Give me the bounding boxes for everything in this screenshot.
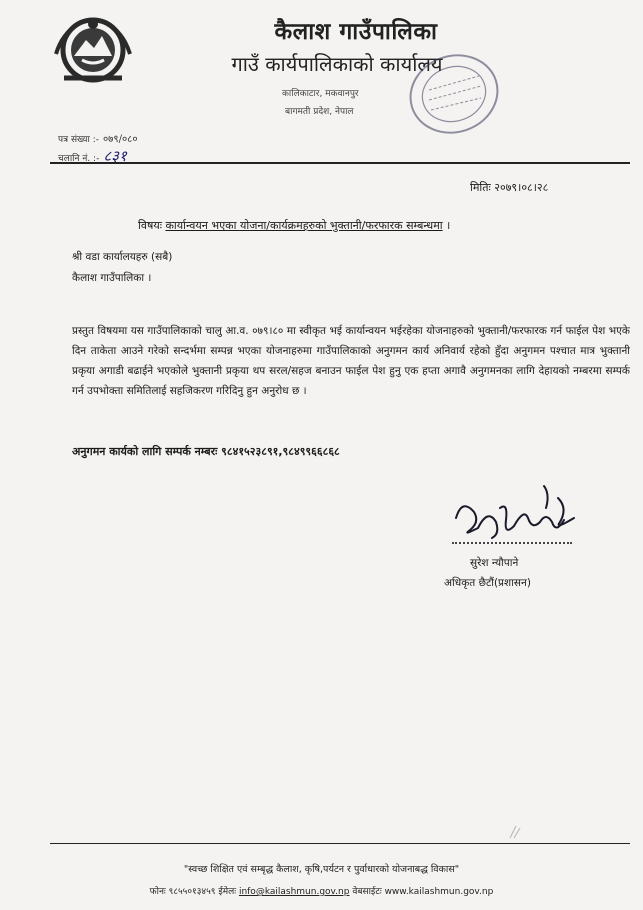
signatory-name: सुरेश न्यौपाने xyxy=(470,557,519,569)
website-link[interactable]: www.kailashmun.gov.np xyxy=(384,887,494,897)
subject-end: । xyxy=(446,219,451,232)
email-label: ईमेलः xyxy=(218,887,237,897)
office-stamp xyxy=(405,50,503,138)
dispatch-number-value: ८३१ xyxy=(103,147,127,165)
footer-divider xyxy=(50,843,630,844)
contact-numbers: अनुगमन कार्यको लागि सम्पर्क नम्बरः ९८४१५२३८९१,९८४९९६६८६८ xyxy=(72,445,340,458)
subject-label: विषयः xyxy=(138,219,162,232)
signatory-title: अधिकृत छैटौं(प्रशासन) xyxy=(444,577,531,589)
phone-label: फोनः xyxy=(149,887,166,897)
footer-contact xyxy=(0,884,643,897)
address-line-2: बागमती प्रदेश, नेपाल xyxy=(285,107,354,117)
subject-line xyxy=(138,218,450,233)
letter-date: मितिः २०७९।०८।२८ xyxy=(470,181,549,194)
dispatch-number-label: चलानि नं. :- xyxy=(58,154,100,164)
header-divider xyxy=(50,162,630,164)
ink-mark xyxy=(508,824,524,840)
organization-office: गाउँ कार्यपालिकाको कार्यालय xyxy=(231,52,443,76)
email-link[interactable]: info@kailashmun.gov.np xyxy=(238,887,350,897)
letter-number-label: पत्र संख्या :- xyxy=(58,135,99,145)
letter-number xyxy=(58,131,138,145)
footer-motto: "स्वच्छ शिक्षित एवं सम्बृद्ध कैलाश, कृषि,पर्यटन र पुर्वाधारको योजनाबद्ध विकास" xyxy=(183,864,460,875)
address-line-1: कालिकाटार, मकवानपुर xyxy=(282,89,359,99)
organization-name: कैलाश गाउँपालिका xyxy=(274,18,438,45)
phone-number: ९८५५०१३४५९ xyxy=(168,887,216,897)
nepal-emblem-logo xyxy=(52,14,134,86)
subject-text: कार्यान्वयन भएका योजना/कार्यक्रमहरुको भुक्तानी/फरफारक सम्बन्धमा xyxy=(165,219,443,232)
signature xyxy=(448,478,586,550)
website-label: वेबसाईटः xyxy=(352,887,382,897)
recipient-line-2: कैलाश गाउँपालिका । xyxy=(72,272,152,284)
letter-number-value: ०७९/०८० xyxy=(102,134,138,145)
signature-line xyxy=(452,542,572,544)
letter-body: प्रस्तुत विषयमा यस गाउँपालिकाको चालु आ.व. ०७९।८० मा स्वीकृत भई कार्यान्वयन भईरहेका योजनाहरुको भुक्तानी/फरफारक गर्न फाईल पेश भएके दिन ताकेता आउने गरेको सन्दर्भमा सम्पन्न भएका योजनाहरुमा गाउँपालिकाको अनुगमन कार्य अनिवार्य रहेको हुँदा अनुगमन पश्चात मात्र भुक्तानी प्रकृया अगाडी बढाईने भएकोले भुक्तानी प्रकृया थप सरल/सहज बनाउन फाईल पेश हुनु एक हप्ता अगावै अनुगमनका लागि देहायको नम्बरमा सम्पर्क गर्न उपभोक्ता समितिलाई सहजिकरण गरिदिनु हुन अनुरोध छ । xyxy=(72,325,630,397)
recipient-line-1: श्री वडा कार्यालयहरु (सबै) xyxy=(72,251,173,263)
